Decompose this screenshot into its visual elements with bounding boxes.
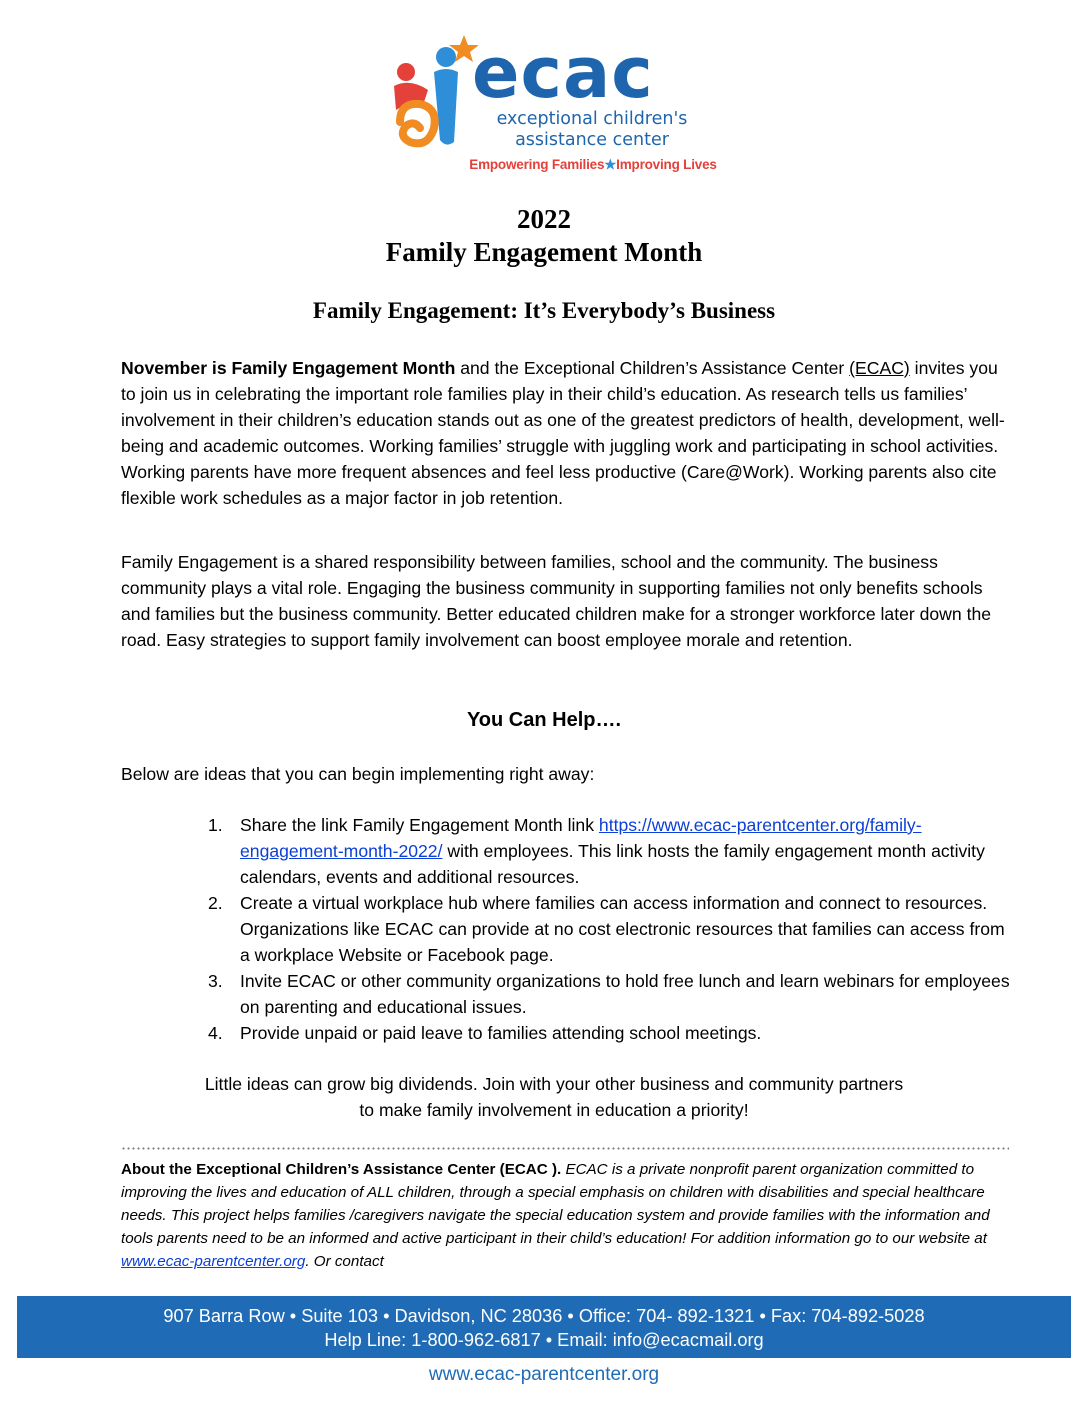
footer-helpline: Help Line: 1-800-962-6817 • Email: info@ecacmail.org [324,1330,764,1350]
list-number: 2. [208,893,223,913]
intro-lead: November is Family Engagement Month [121,358,456,378]
item-text: Create a virtual workplace hub where families can access information and connect to resources. Organizations like ECAC can provide at no cost electronic resources that families can access from a workplace Website or Facebook page. [240,893,1005,965]
about-body: ECAC is a private nonprofit parent organization committed to improving the lives and education of ALL children, through a special emphasis on children with disabilities and special healthcare needs. This project helps families /caregivers navigate the special education system and provide families with the information and tools parents need to be an informed and active participant in their child’s education! For addition information go to our website at [121,1161,990,1247]
help-heading: You Can Help…. [466,709,622,731]
list-item [208,1020,1010,1046]
footer-website[interactable]: www.ecac-parentcenter.org [428,1364,660,1385]
intro-text-a: and the Exceptional Children’s Assistance Center [455,358,850,378]
family-engagement-month-link[interactable]: https://www.ecac-parentcenter.org/family-engagement-month-2022/ [240,815,922,861]
document-title: Family Engagement Month [385,237,703,267]
list-number: 1. [208,815,223,835]
list-item [208,968,1010,1020]
item-text-a: Share the link Family Engagement Month link [240,815,599,835]
logo-tagline [458,157,728,173]
footer-address: 907 Barra Row • Suite 103 • Davidson, NC 28036 • Office: 704- 892-1321 • Fax: 704-892-5028 [163,1306,925,1326]
ecac-logo [388,30,718,180]
ideas-list [208,812,1010,1046]
closing-line1: Little ideas can grow big dividends. Join with your other business and community partners [204,1074,904,1094]
logo-subtitle-line1: exceptional children's [496,109,688,129]
logo-subtitle [472,109,712,151]
list-item [208,812,1010,890]
shared-responsibility-paragraph: Family Engagement is a shared responsibility between families, school and the community. The business community plays a vital role. Engaging the business community in supporting families not only benefits schools and families but the business community. Better educated children make for a stronger workforce later down the road. Easy strategies to support family involvement can boost employee morale and retention. [121,552,992,650]
contact-footer [17,1296,1071,1358]
dotted-divider [121,1147,1009,1150]
list-number: 4. [208,1023,223,1043]
family-figures-icon [388,30,478,155]
document-year: 2022 [517,204,571,234]
intro-paragraph [121,355,1007,511]
item-text: Provide unpaid or paid leave to families attending school meetings. [240,1023,762,1043]
ecac-link[interactable]: (ECAC) [849,358,910,378]
closing-statement [121,1071,987,1123]
logo-subtitle-line2: assistance center [515,130,669,150]
ecac-website-link[interactable]: www.ecac-parentcenter.org [121,1253,306,1270]
closing-line2: to make family involvement in education a priority! [359,1100,749,1120]
logo-wordmark: ecac [472,32,654,114]
list-number: 3. [208,971,223,991]
item-text: Invite ECAC or other community organizations to hold free lunch and learn webinars for employees on parenting and educational issues. [240,971,1010,1017]
tagline-right: Improving Lives [616,157,717,172]
list-item [208,890,1010,968]
about-ecac [121,1158,1007,1273]
document-subtitle: Family Engagement: It’s Everybody’s Business [312,298,776,323]
intro-text-b: invites you to join us in celebrating the important role families play in their child’s education. As research tells us families’ involvement in their children’s education stands out as one of the greatest predictors of health, development, well-being and academic outcomes. Working families’ struggle with juggling work and participating in school activities. Working parents have more frequent absences and feel less productive (Care@Work). Working parents also cite flexible work schedules as a major factor in job retention. [121,358,1005,508]
about-lead: About the Exceptional Children’s Assistance Center (ECAC ). [121,1161,562,1178]
item-text-b: with employees. This link hosts the family engagement month activity calendars, events and additional resources. [240,841,985,887]
star-icon: ★ [604,157,617,172]
tagline-left: Empowering Families [469,157,605,172]
about-tail: . Or contact [305,1253,384,1270]
ideas-intro: Below are ideas that you can begin implementing right away: [121,764,595,784]
